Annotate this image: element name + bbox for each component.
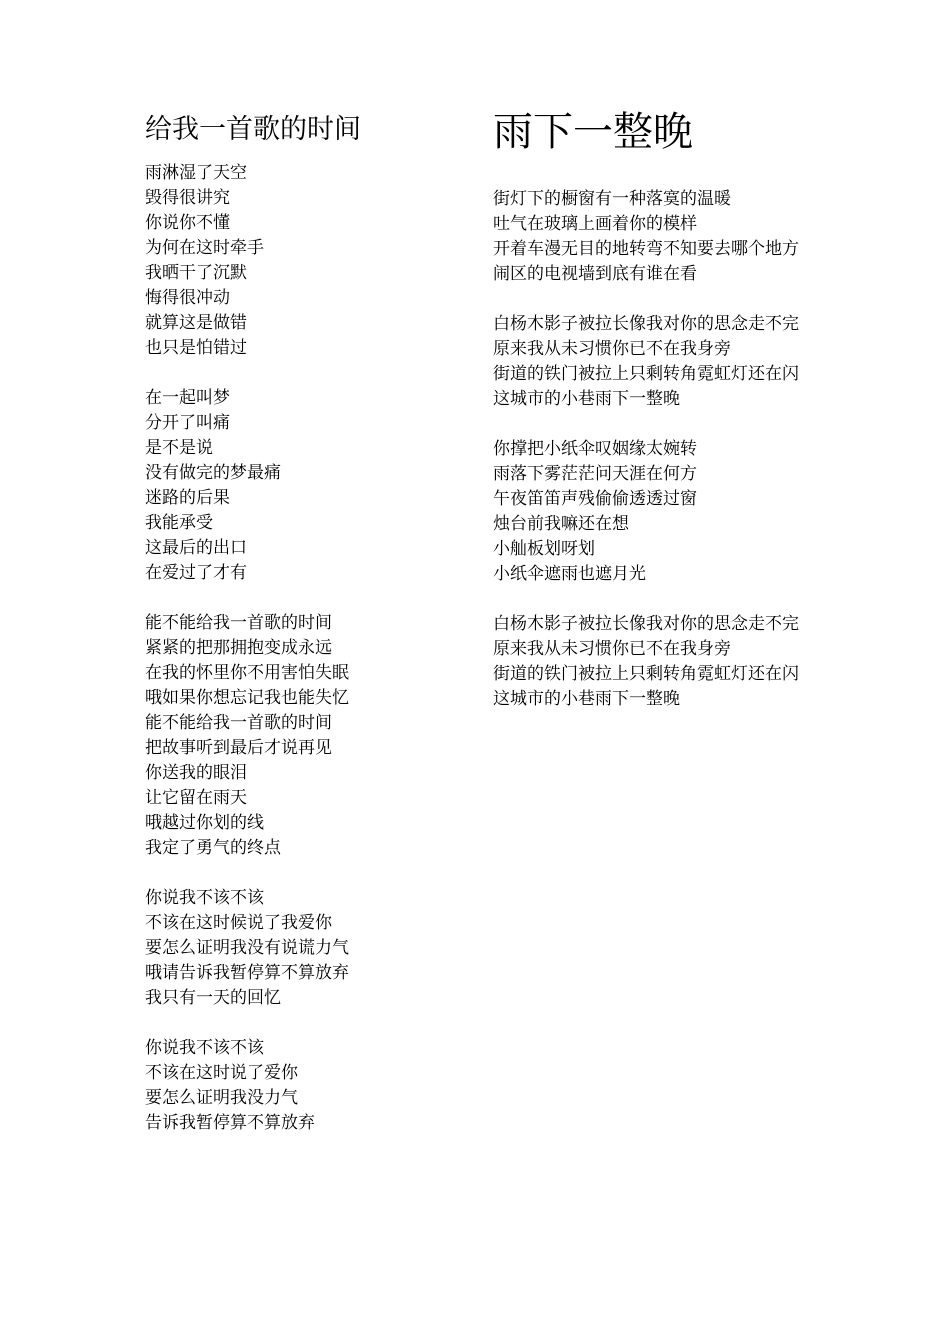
stanza-gap bbox=[145, 361, 445, 386]
lyric-line: 为何在这时牵手 bbox=[145, 238, 264, 258]
lyric-line: 街道的铁门被拉上只剩转角霓虹灯还在闪 bbox=[493, 664, 799, 684]
song-title-left: 给我一首歌的时间 bbox=[145, 114, 361, 145]
lyric-line: 在我的怀里你不用害怕失眠 bbox=[145, 663, 349, 683]
stanza-gap bbox=[493, 412, 823, 437]
lyric-line: 在一起叫梦 bbox=[145, 388, 230, 408]
lyric-line: 你说我不该不该 bbox=[145, 888, 264, 908]
lyric-line: 不该在这时说了爱你 bbox=[145, 1063, 298, 1083]
lyric-line: 哦如果你想忘记我也能失忆 bbox=[145, 688, 349, 708]
lyric-line: 就算这是做错 bbox=[145, 313, 247, 333]
lyric-line: 这最后的出口 bbox=[145, 538, 247, 558]
lyric-line: 白杨木影子被拉长像我对你的思念走不完 bbox=[493, 614, 799, 634]
lyric-line: 这城市的小巷雨下一整晚 bbox=[493, 389, 680, 409]
stanza-gap bbox=[493, 287, 823, 312]
lyric-line: 小舢板划呀划 bbox=[493, 539, 595, 559]
stanza bbox=[145, 886, 445, 1011]
lyric-line: 能不能给我一首歌的时间 bbox=[145, 713, 332, 733]
lyric-line: 把故事听到最后才说再见 bbox=[145, 738, 332, 758]
lyric-line: 不该在这时候说了我爱你 bbox=[145, 913, 332, 933]
lyric-line: 你撑把小纸伞叹姻缘太婉转 bbox=[493, 439, 697, 459]
lyric-line: 能不能给我一首歌的时间 bbox=[145, 613, 332, 633]
lyric-line: 我晒干了沉默 bbox=[145, 263, 247, 283]
lyric-line: 我能承受 bbox=[145, 513, 213, 533]
song-left bbox=[145, 110, 445, 1136]
lyric-line: 是不是说 bbox=[145, 438, 213, 458]
stanza-gap bbox=[145, 861, 445, 886]
lyric-line: 闹区的电视墙到底有谁在看 bbox=[493, 264, 697, 284]
lyric-line: 毁得很讲究 bbox=[145, 188, 230, 208]
lyric-line: 要怎么证明我没力气 bbox=[145, 1088, 298, 1108]
lyric-line: 街灯下的橱窗有一种落寞的温暖 bbox=[493, 189, 731, 209]
lyric-line: 在爱过了才有 bbox=[145, 563, 247, 583]
lyric-line: 你说你不懂 bbox=[145, 213, 230, 233]
lyric-line: 悔得很冲动 bbox=[145, 288, 230, 308]
lyric-line: 我定了勇气的终点 bbox=[145, 838, 281, 858]
stanza bbox=[493, 612, 823, 712]
lyric-line: 分开了叫痛 bbox=[145, 413, 230, 433]
stanza bbox=[493, 187, 823, 287]
lyric-line: 哦越过你划的线 bbox=[145, 813, 264, 833]
lyric-line: 午夜笛笛声残偷偷透透过窗 bbox=[493, 489, 697, 509]
stanza bbox=[145, 1036, 445, 1136]
lyric-line: 紧紧的把那拥抱变成永远 bbox=[145, 638, 332, 658]
stanza bbox=[145, 161, 445, 361]
lyric-line: 小纸伞遮雨也遮月光 bbox=[493, 564, 646, 584]
lyrics-right bbox=[493, 187, 823, 712]
lyric-line: 让它留在雨天 bbox=[145, 788, 247, 808]
stanza bbox=[493, 312, 823, 412]
stanza-gap bbox=[145, 586, 445, 611]
lyric-line: 原来我从未习惯你已不在我身旁 bbox=[493, 339, 731, 359]
lyric-line: 迷路的后果 bbox=[145, 488, 230, 508]
lyric-line: 开着车漫无目的地转弯不知要去哪个地方 bbox=[493, 239, 799, 259]
stanza bbox=[145, 386, 445, 586]
lyric-line: 雨淋湿了天空 bbox=[145, 163, 247, 183]
lyric-line: 街道的铁门被拉上只剩转角霓虹灯还在闪 bbox=[493, 364, 799, 384]
lyric-line: 白杨木影子被拉长像我对你的思念走不完 bbox=[493, 314, 799, 334]
lyric-line: 也只是怕错过 bbox=[145, 338, 247, 358]
lyric-line: 雨落下雾茫茫问天涯在何方 bbox=[493, 464, 697, 484]
lyric-line: 原来我从未习惯你已不在我身旁 bbox=[493, 639, 731, 659]
lyric-line: 哦请告诉我暂停算不算放弃 bbox=[145, 963, 349, 983]
song-right bbox=[493, 104, 823, 712]
lyric-line: 这城市的小巷雨下一整晚 bbox=[493, 689, 680, 709]
lyric-line: 要怎么证明我没有说谎力气 bbox=[145, 938, 349, 958]
lyric-line: 没有做完的梦最痛 bbox=[145, 463, 281, 483]
stanza bbox=[145, 611, 445, 861]
stanza-gap bbox=[493, 587, 823, 612]
lyrics-left bbox=[145, 161, 445, 1136]
stanza bbox=[493, 437, 823, 587]
lyric-line: 你说我不该不该 bbox=[145, 1038, 264, 1058]
lyric-line: 烛台前我嘛还在想 bbox=[493, 514, 629, 534]
lyric-line: 我只有一天的回忆 bbox=[145, 988, 281, 1008]
lyric-line: 吐气在玻璃上画着你的模样 bbox=[493, 214, 697, 234]
song-title-right: 雨下一整晚 bbox=[493, 109, 693, 155]
lyric-line: 你送我的眼泪 bbox=[145, 763, 247, 783]
stanza-gap bbox=[145, 1011, 445, 1036]
lyric-line: 告诉我暂停算不算放弃 bbox=[145, 1113, 315, 1133]
